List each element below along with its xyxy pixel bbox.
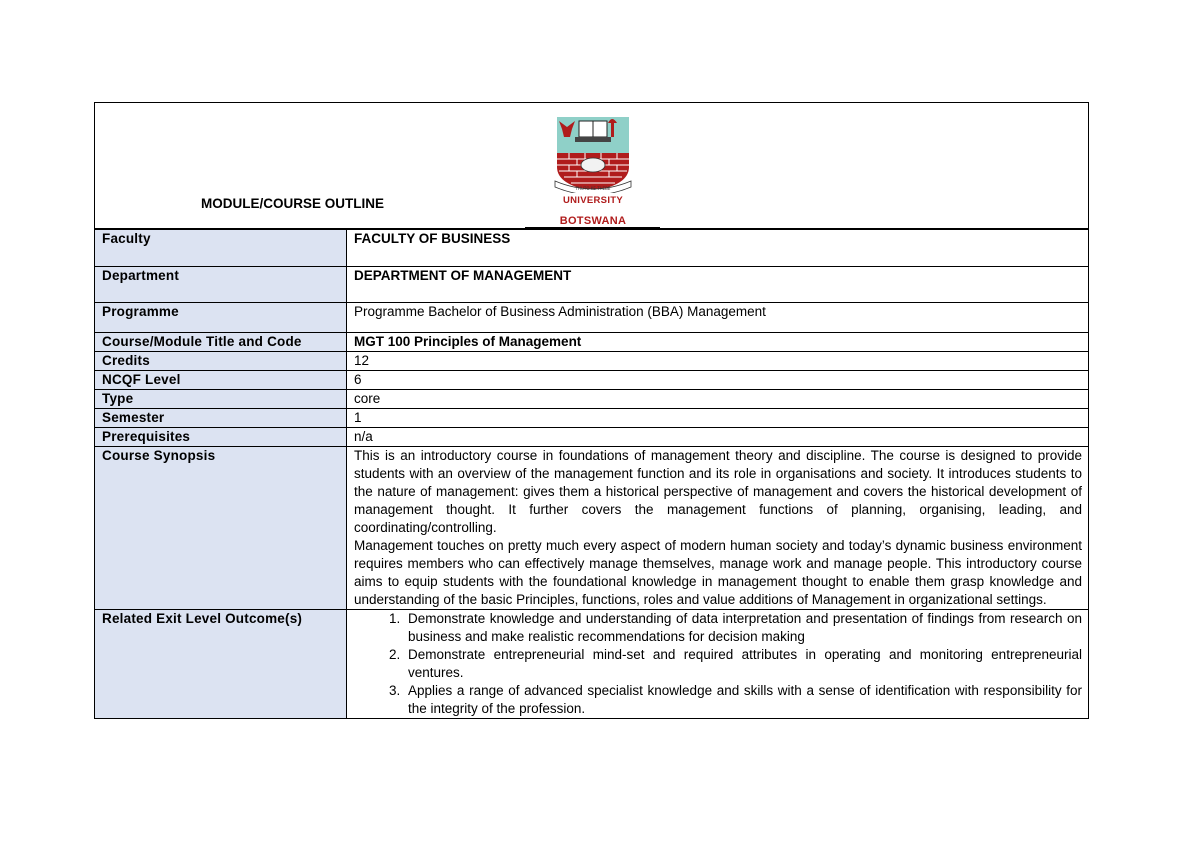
course-outline-table <box>94 102 1089 719</box>
row-label: Department <box>95 267 347 303</box>
row-label: Prerequisites <box>95 428 347 447</box>
row-label: Course Synopsis <box>95 447 347 610</box>
row-label: Type <box>95 390 347 409</box>
list-item: 1. Demonstrate knowledge and understanding of data interpretation and presentation of findings from research on business and make realistic recommendations for decision making <box>404 610 1082 646</box>
table-row <box>95 610 1088 719</box>
programme-value: Programme Bachelor of Business Administration (BBA) Management <box>347 303 1089 333</box>
outline-header <box>95 103 1088 229</box>
details-table <box>95 229 1088 719</box>
crest-shield-icon <box>551 115 635 193</box>
list-item: 2. Demonstrate entrepreneurial mind-set and required attributes in operating and monitoring entrepreneurial ventures. <box>404 646 1082 682</box>
row-label: NCQF Level <box>95 371 347 390</box>
table-row <box>95 352 1088 371</box>
row-label: Faculty <box>95 230 347 267</box>
header-rule <box>525 227 660 229</box>
type-value: core <box>347 390 1089 409</box>
table-row <box>95 267 1088 303</box>
exit-outcomes <box>347 610 1089 719</box>
crest-motto: THUTO KE THEBE <box>575 186 611 191</box>
table-row <box>95 428 1088 447</box>
table-row <box>95 409 1088 428</box>
department-value: DEPARTMENT OF MANAGEMENT <box>347 267 1089 303</box>
university-crest <box>551 115 635 227</box>
page-title: MODULE/COURSE OUTLINE <box>201 196 385 211</box>
row-label: Credits <box>95 352 347 371</box>
row-label: Course/Module Title and Code <box>95 333 347 352</box>
prerequisites-value: n/a <box>347 428 1089 447</box>
university-name-line1: UNIVERSITY <box>562 195 623 206</box>
course-title-value: MGT 100 Principles of Management <box>347 333 1089 352</box>
outcomes-list <box>354 610 1082 718</box>
credits-value: 12 <box>347 352 1089 371</box>
table-row <box>95 371 1088 390</box>
row-label: Programme <box>95 303 347 333</box>
course-synopsis <box>347 447 1089 610</box>
table-row <box>95 303 1088 333</box>
table-row <box>95 333 1088 352</box>
table-row <box>95 230 1088 267</box>
synopsis-paragraph: This is an introductory course in foundations of management theory and discipline. The course is designed to provide students with an overview of the management function and its role in organisations and society. It introduces students to the nature of management: gives them a historical perspective of management and covers the historical development of management thought. It further covers the management functions of planning, organising, leading, and coordinating/controlling. <box>354 448 1082 535</box>
semester-value: 1 <box>347 409 1089 428</box>
table-row <box>95 390 1088 409</box>
synopsis-paragraph: Management touches on pretty much every aspect of modern human society and today’s dynamic business environment requires members who can effectively manage themselves, manage work and manage people. This introductory course aims to equip students with the foundational knowledge in management thought to enable them grasp knowledge and understanding of the basic Principles, functions, roles and value additions of Management in organizational settings. <box>354 538 1082 607</box>
row-label: Related Exit Level Outcome(s) <box>95 610 347 719</box>
ncqf-level-value: 6 <box>347 371 1089 390</box>
table-row <box>95 447 1088 610</box>
university-name-line2: BOTSWANA <box>559 215 627 227</box>
row-label: Semester <box>95 409 347 428</box>
list-item: 3. Applies a range of advanced specialist knowledge and skills with a sense of identification with responsibility for the integrity of the profession. <box>404 682 1082 718</box>
faculty-value: FACULTY OF BUSINESS <box>347 230 1089 267</box>
